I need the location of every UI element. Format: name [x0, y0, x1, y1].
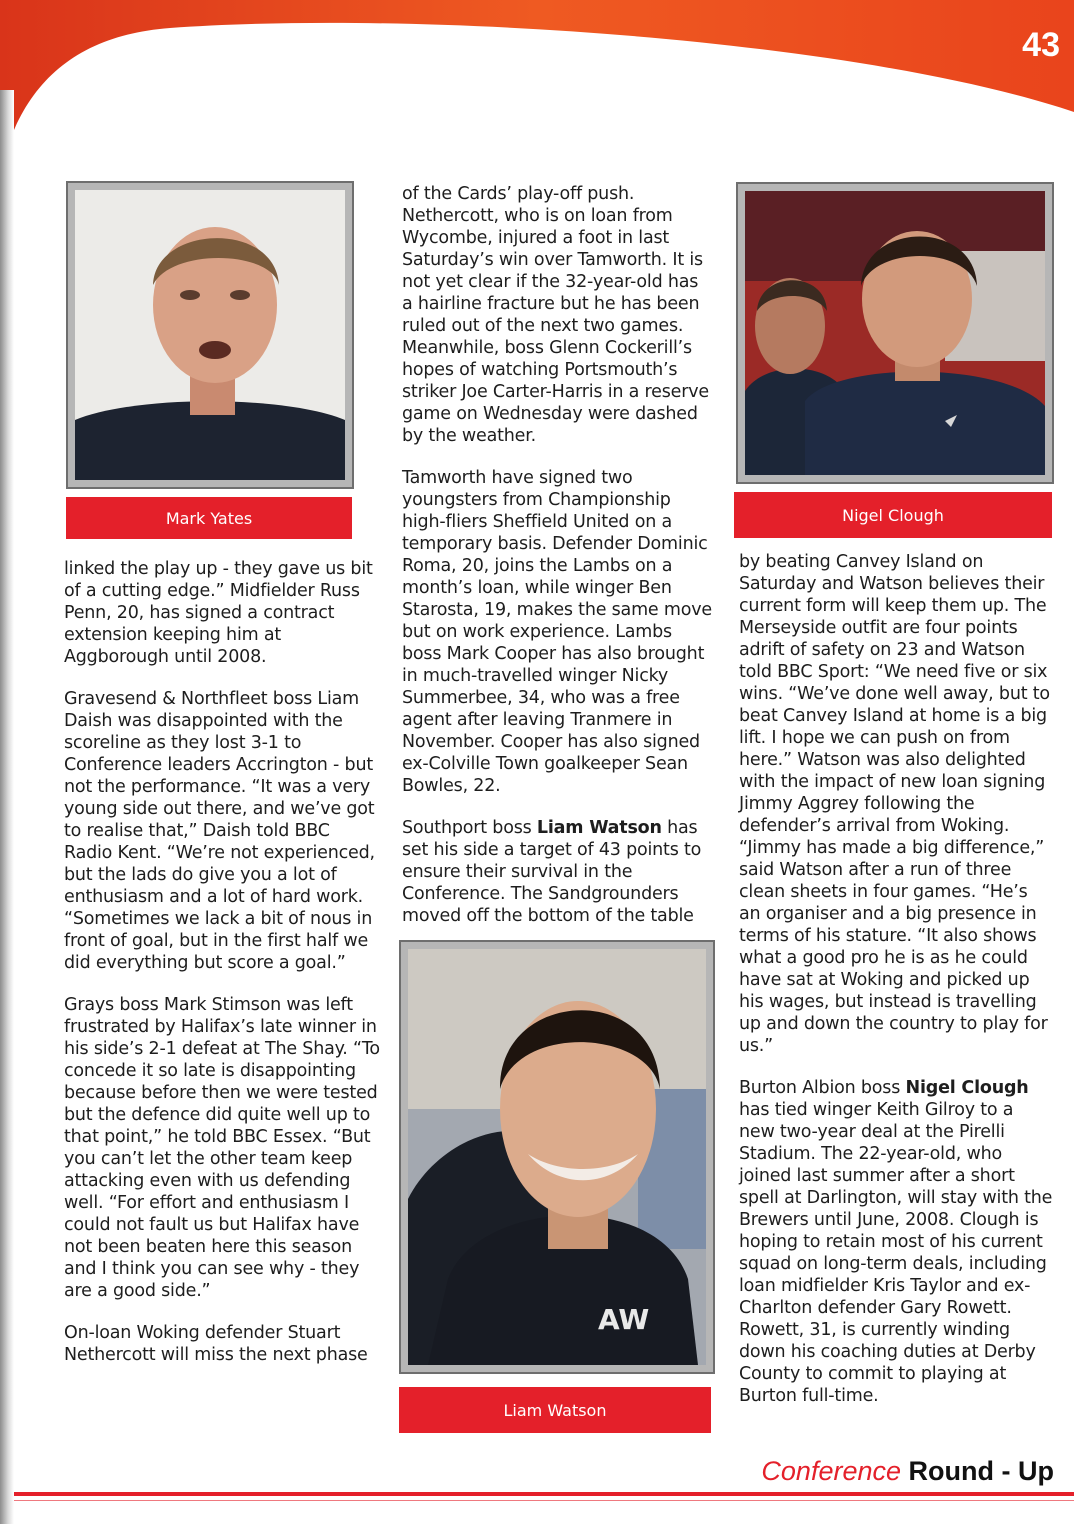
paragraph — [739, 1077, 1054, 1407]
paragraph-lead: Burton Albion boss — [739, 1078, 906, 1098]
portrait-image — [408, 949, 706, 1365]
portrait-image — [745, 191, 1045, 475]
footer-divider — [14, 1492, 1074, 1496]
page-number: 43 — [1022, 26, 1060, 64]
paragraph-body: has tied winger Keith Gilroy to a new two-year deal at the Pirelli Stadium. The 22-year-old, who joined last summer after a short spell at Darlington, will stay with the Brewers until June, 2008. Clough is hoping to retain most of his current squad on long-term deals, including loan midfielder Kris Taylor and ex-Charlton defender Gary Rowett. Rowett, 31, is currently winding down his coaching duties at Derby County to commit to playing at Burton full-time. — [739, 1100, 1053, 1406]
paragraph: linked the play up - they gave us bit of a cutting edge.” Midfielder Russ Penn, 20, has signed a contract extension keeping him at Aggborough until 2008. — [64, 559, 373, 667]
highlighted-name: Nigel Clough — [905, 1078, 1029, 1098]
highlighted-name: Liam Watson — [536, 818, 662, 838]
footer-divider — [14, 1500, 1074, 1501]
section-title-word: Conference — [761, 1456, 902, 1486]
portrait-image — [75, 190, 345, 480]
section-title — [761, 1456, 1054, 1487]
paragraph: Tamworth have signed two youngsters from Championship high-fliers Sheffield United on a temporary basis. Defender Dominic Roma, 20, joins the Lambs on a month’s loan, while winger Ben Starosta, 19, makes the same move but on work experience. Lambs boss Mark Cooper has also brought in much-travelled winger Nicky Summerbee, 34, who was a free agent after leaving Tranmere in November. Cooper has also signed ex-Colville Town goalkeeper Sean Bowles, 22. — [402, 468, 712, 796]
paragraph: of the Cards’ play-off push. Nethercott, who is on loan from Wycombe, injured a foot in last Saturday’s win over Tamworth. It is not yet clear if the 32-year-old has a hairline fracture but he has been ruled out of the next two games. Meanwhile, boss Glenn Cockerill’s hopes of watching Portsmouth’s striker Joe Carter-Harris in a reserve game on Wednesday were dashed by the weather. — [402, 184, 709, 446]
svg-text:AW: AW — [598, 1303, 650, 1336]
section-title-word: Round - Up — [908, 1456, 1054, 1486]
header-banner — [0, 0, 1074, 150]
article-column-3 — [739, 551, 1054, 1407]
paragraph: Gravesend & Northfleet boss Liam Daish was disappointed with the scoreline as they lost 3-1 to Conference leaders Accrington - but not the performance. “It was a very young side out there, and we’ve got to realise that,” Daish told BBC Radio Kent. “We’re not experienced, but the lads do give you a lot of enthusiasm and a lot of hard work. “Sometimes we lack a bit of nous in front of goal, but in the first half we did everything but score a goal.” — [64, 689, 375, 973]
photo-liam-watson — [399, 940, 715, 1374]
paragraph: On-loan Woking defender Stuart Nethercott will miss the next phase — [64, 1323, 368, 1365]
paragraph: Grays boss Mark Stimson was left frustrated by Halifax’s late winner in his side’s 2-1 defeat at The Shay. “To concede it so late is disappointing because before then we were tested but the defence did quite well up to that point,” he told BBC Essex. “But you can’t let the other team keep attacking even with us defending well. “For effort and enthusiasm I could not fault us but Halifax have not been beaten here this season and I think you can see why - they are a good side.” — [64, 995, 380, 1301]
photo-caption: Liam Watson — [399, 1387, 711, 1433]
photo-caption: Mark Yates — [66, 497, 352, 539]
article-column-2 — [402, 183, 714, 927]
paragraph — [402, 817, 714, 927]
paragraph: by beating Canvey Island on Saturday and Watson believes their current form will keep them up. The Merseyside outfit are four points adrift of safety on 23 and Watson told BBC Sport: “We need five or six wins. “We’ve done well away, but to beat Canvey Island at home is a big lift. I hope we can push on from here.” Watson was also delighted with the impact of new loan signing Jimmy Aggrey following the defender’s arrival from Woking. “Jimmy has made a big difference,” said Watson after a run of three clean sheets in four games. “He’s an organiser and a big presence in terms of his stature. “It also shows what a good pro he is as he could have sat at Woking and picked up his wages, but instead is travelling up and down the country to play for us.” — [739, 552, 1050, 1056]
page-gutter-shadow — [0, 90, 14, 1524]
paragraph-body: has set his side a target of 43 points to ensure their survival in the Conference. The Sandgrounders moved off the bottom of the table — [402, 818, 702, 926]
photo-nigel-clough — [736, 182, 1054, 484]
article-column-1 — [64, 558, 382, 1366]
photo-mark-yates — [66, 181, 354, 489]
paragraph-lead: Southport boss — [402, 818, 537, 838]
photo-caption: Nigel Clough — [734, 492, 1052, 538]
